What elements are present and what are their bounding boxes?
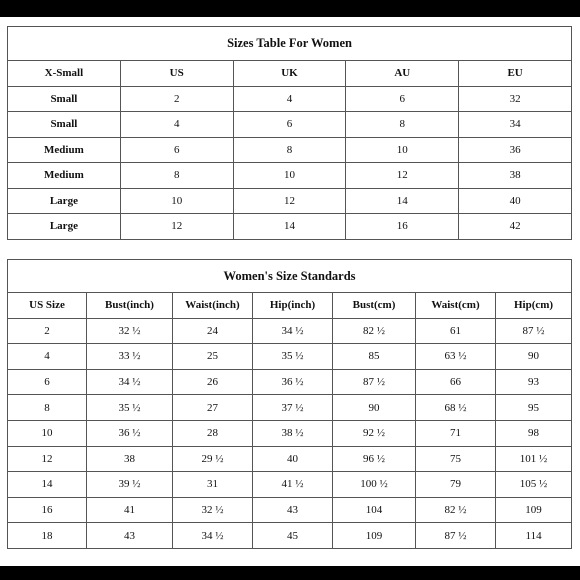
table-cell: 75: [416, 446, 496, 472]
table-cell: 10: [346, 137, 459, 163]
column-header: UK: [233, 61, 346, 87]
table-cell: 82 ½: [416, 497, 496, 523]
table-cell: Small: [8, 112, 121, 138]
table-cell: 35 ½: [87, 395, 173, 421]
table-cell: 109: [333, 523, 416, 549]
standards-table-title: Women's Size Standards: [8, 260, 572, 293]
column-header: Bust(inch): [87, 293, 173, 319]
table-cell: 6: [120, 137, 233, 163]
table-cell: 101 ½: [496, 446, 572, 472]
table-cell: 10: [120, 188, 233, 214]
table-cell: 16: [346, 214, 459, 240]
table-cell: 71: [416, 420, 496, 446]
table-cell: 34: [459, 112, 572, 138]
table-row: [8, 420, 572, 446]
table-cell: 8: [233, 137, 346, 163]
table-cell: 85: [333, 344, 416, 370]
table-row: [8, 497, 572, 523]
column-header: Hip(inch): [253, 293, 333, 319]
column-header: Waist(inch): [173, 293, 253, 319]
column-header: Bust(cm): [333, 293, 416, 319]
table-cell: Small: [8, 86, 121, 112]
table-cell: 95: [496, 395, 572, 421]
table-cell: 36: [459, 137, 572, 163]
table-cell: 32 ½: [87, 318, 173, 344]
sizes-table: [7, 26, 572, 240]
table-cell: 40: [253, 446, 333, 472]
table-cell: 34 ½: [253, 318, 333, 344]
table-cell: 32 ½: [173, 497, 253, 523]
table-cell: 114: [496, 523, 572, 549]
table-row: [8, 369, 572, 395]
standards-table-title-row: [8, 260, 572, 293]
table-cell: 34 ½: [173, 523, 253, 549]
table-cell: 6: [233, 112, 346, 138]
table-row: [8, 472, 572, 498]
table-cell: 82 ½: [333, 318, 416, 344]
sizes-table-title-row: [8, 27, 572, 61]
table-row: [8, 214, 572, 240]
table-cell: 38: [87, 446, 173, 472]
table-cell: 12: [8, 446, 87, 472]
table-cell: 105 ½: [496, 472, 572, 498]
table-cell: 61: [416, 318, 496, 344]
table-cell: 40: [459, 188, 572, 214]
table-cell: 14: [346, 188, 459, 214]
table-cell: 66: [416, 369, 496, 395]
table-cell: 100 ½: [333, 472, 416, 498]
table-cell: 45: [253, 523, 333, 549]
page: [0, 17, 580, 566]
table-cell: Large: [8, 214, 121, 240]
table-cell: 29 ½: [173, 446, 253, 472]
column-header: US Size: [8, 293, 87, 319]
table-cell: 2: [8, 318, 87, 344]
table-cell: 2: [120, 86, 233, 112]
column-header: X-Small: [8, 61, 121, 87]
table-cell: 4: [8, 344, 87, 370]
table-cell: 79: [416, 472, 496, 498]
table-cell: 87 ½: [496, 318, 572, 344]
table-header-row: [8, 61, 572, 87]
column-header: Hip(cm): [496, 293, 572, 319]
table-cell: 6: [346, 86, 459, 112]
table-cell: 43: [253, 497, 333, 523]
table-cell: 4: [233, 86, 346, 112]
table-cell: 36 ½: [253, 369, 333, 395]
table-cell: 92 ½: [333, 420, 416, 446]
table-row: [8, 523, 572, 549]
table-row: [8, 188, 572, 214]
table-cell: 38: [459, 163, 572, 189]
table-cell: 39 ½: [87, 472, 173, 498]
table-cell: 36 ½: [87, 420, 173, 446]
table-cell: 14: [233, 214, 346, 240]
table-cell: 8: [346, 112, 459, 138]
table-cell: 12: [120, 214, 233, 240]
table-cell: 24: [173, 318, 253, 344]
table-cell: 10: [8, 420, 87, 446]
table-row: [8, 395, 572, 421]
column-header: Waist(cm): [416, 293, 496, 319]
table-cell: 14: [8, 472, 87, 498]
table-cell: Medium: [8, 137, 121, 163]
table-cell: 90: [333, 395, 416, 421]
table-row: [8, 112, 572, 138]
table-cell: 42: [459, 214, 572, 240]
table-cell: 27: [173, 395, 253, 421]
table-cell: 63 ½: [416, 344, 496, 370]
table-cell: 96 ½: [333, 446, 416, 472]
table-cell: 18: [8, 523, 87, 549]
table-header-row: [8, 293, 572, 319]
table-cell: 10: [233, 163, 346, 189]
table-cell: 33 ½: [87, 344, 173, 370]
table-cell: Medium: [8, 163, 121, 189]
table-cell: 68 ½: [416, 395, 496, 421]
table-cell: 43: [87, 523, 173, 549]
table-cell: Large: [8, 188, 121, 214]
table-cell: 41: [87, 497, 173, 523]
table-cell: 32: [459, 86, 572, 112]
column-header: EU: [459, 61, 572, 87]
table-row: [8, 137, 572, 163]
table-cell: 98: [496, 420, 572, 446]
table-cell: 25: [173, 344, 253, 370]
table-cell: 12: [346, 163, 459, 189]
table-cell: 35 ½: [253, 344, 333, 370]
table-cell: 87 ½: [416, 523, 496, 549]
table-cell: 26: [173, 369, 253, 395]
table-row: [8, 318, 572, 344]
table-cell: 16: [8, 497, 87, 523]
table-cell: 93: [496, 369, 572, 395]
table-row: [8, 344, 572, 370]
table-cell: 38 ½: [253, 420, 333, 446]
table-cell: 109: [496, 497, 572, 523]
table-row: [8, 86, 572, 112]
column-header: US: [120, 61, 233, 87]
table-cell: 6: [8, 369, 87, 395]
table-cell: 90: [496, 344, 572, 370]
standards-table: [7, 259, 572, 549]
table-cell: 41 ½: [253, 472, 333, 498]
table-cell: 28: [173, 420, 253, 446]
column-header: AU: [346, 61, 459, 87]
table-cell: 31: [173, 472, 253, 498]
table-cell: 37 ½: [253, 395, 333, 421]
table-cell: 87 ½: [333, 369, 416, 395]
table-cell: 8: [8, 395, 87, 421]
table-cell: 8: [120, 163, 233, 189]
table-cell: 104: [333, 497, 416, 523]
table-row: [8, 163, 572, 189]
sizes-table-title: Sizes Table For Women: [8, 27, 572, 61]
table-row: [8, 446, 572, 472]
table-cell: 4: [120, 112, 233, 138]
table-cell: 12: [233, 188, 346, 214]
table-cell: 34 ½: [87, 369, 173, 395]
